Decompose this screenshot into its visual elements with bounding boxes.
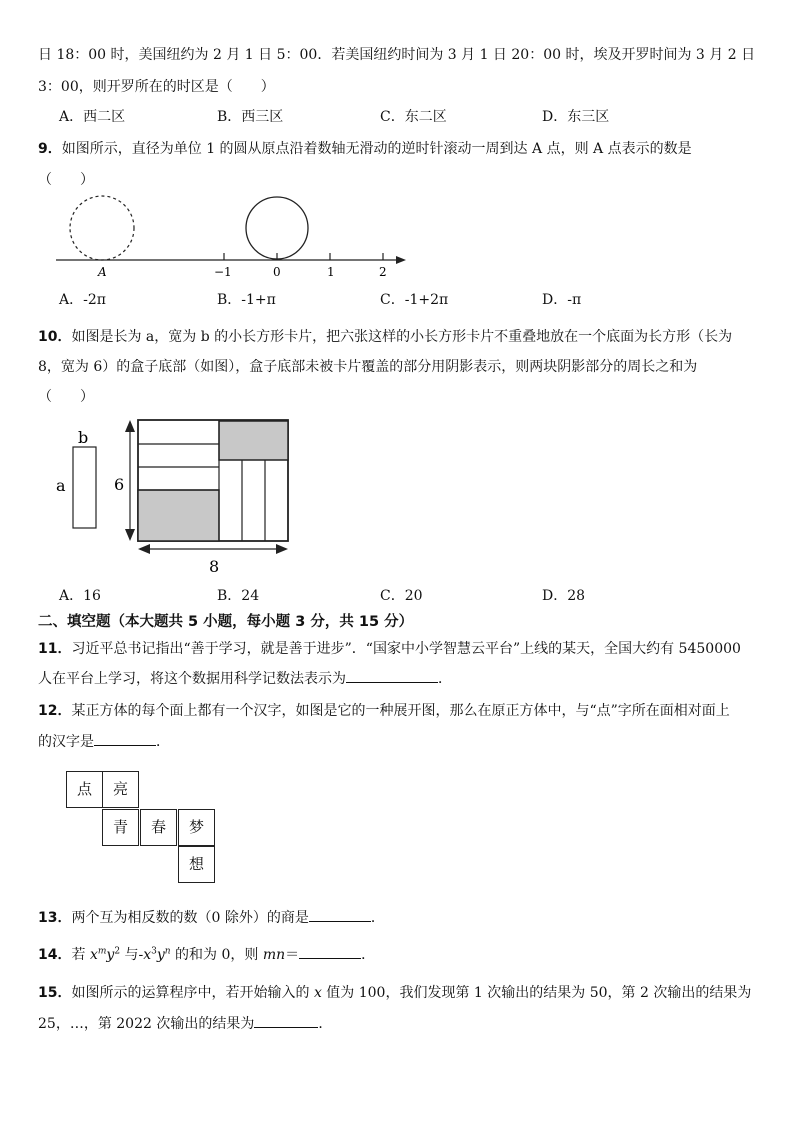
q11-line1: 11．习近平总书记指出“善于学习，就是善于进步”．“国家中小学智慧云平台”上线的某天，全国大约有 5450000 — [38, 641, 741, 657]
q8-line2: 3：00，则开罗所在的时区是（ ） — [38, 79, 275, 95]
q8-option-a[interactable]: A．西二区 — [59, 109, 126, 125]
q10-line2: 8，宽为 6）的盒子底部（如图），盒子底部未被卡片覆盖的部分用阴影表示，则两块阴影部分的周长之和为 — [38, 359, 698, 375]
q12-line1: 12．某正方体的每个面上都有一个汉字，如图是它的一种展开图，那么在原正方体中，与“点”字所在面相对面上 — [38, 703, 730, 719]
q10-paren: （ ） — [38, 389, 94, 405]
section-2-title: 二、填空题（本大题共 5 小题，每小题 3 分，共 15 分） — [38, 614, 414, 630]
q14-number: 14． — [38, 947, 72, 963]
q9-option-b[interactable]: B．-1+π — [217, 292, 276, 308]
net-cell-dian: 点 — [66, 771, 103, 808]
net-cell-liang: 亮 — [102, 771, 139, 808]
tick-label-1: 1 — [327, 265, 335, 279]
q13-answer-blank[interactable] — [309, 907, 371, 922]
q9-option-a[interactable]: A．-2π — [59, 292, 106, 308]
arrow-up-icon — [125, 420, 135, 432]
q10-card-box-figure — [50, 415, 300, 580]
box-height-label: 6 — [114, 475, 125, 494]
q8-line1: 日 18：00 时，美国纽约为 2 月 1 日 5：00．若美国纽约时间为 3 月 1 日 20：00 时，埃及开罗时间为 3 月 2 日 — [38, 47, 756, 63]
q11-line2: 人在平台上学习，将这个数据用科学记数法表示为 ． — [38, 668, 452, 688]
axis-arrow-icon — [396, 256, 406, 264]
shaded-region-bottom — [138, 490, 219, 541]
q13-line: 13．两个互为相反数的数（0 除外）的商是 ． — [38, 907, 385, 927]
net-cell-xiang: 想 — [178, 846, 215, 883]
q8-option-c[interactable]: C．东二区 — [380, 109, 447, 125]
shaded-region-top — [219, 421, 288, 460]
small-card — [73, 447, 96, 528]
q15-number: 15． — [38, 985, 72, 1001]
arrow-down-icon — [125, 529, 135, 541]
point-a-label: A — [98, 265, 107, 279]
card-a-label: a — [56, 476, 66, 495]
q9-prompt: 如图所示，直径为单位 1 的圆从原点沿着数轴无滑动的逆时针滚动一周到达 A 点，则 A 点表示的数是 — [61, 141, 692, 157]
q8-option-d[interactable]: D．东三区 — [542, 109, 610, 125]
q12-answer-blank[interactable] — [94, 731, 156, 746]
q9-option-c[interactable]: C．-1+2π — [380, 292, 449, 308]
net-cell-qing: 青 — [102, 809, 139, 846]
dashed-start-circle — [70, 196, 134, 260]
q15-answer-blank[interactable] — [254, 1013, 318, 1028]
q15-line1: 15．如图所示的运算程序中，若开始输入的 x 值为 100，我们发现第 1 次输出的结果为 50，第 2 次输出的结果为 — [38, 985, 752, 1001]
net-cell-chun: 春 — [140, 809, 177, 846]
q14-answer-blank[interactable] — [299, 944, 361, 959]
arrow-right-icon — [276, 544, 288, 554]
rolling-circle — [246, 197, 308, 259]
q10-line1: 10．如图是长为 a，宽为 b 的小长方形卡片，把六张这样的小长方形卡片不重叠地放在一个底面为长方形（长为 — [38, 329, 733, 345]
box-length-label: 8 — [209, 557, 220, 576]
q10-option-b[interactable]: B．24 — [217, 588, 260, 604]
q14-line: 14．若 $x^my^2$ 与$-x^3y^n$ 的和为 0，则 mn＝ ． — [38, 944, 375, 964]
q9-text — [38, 138, 692, 158]
q10-option-d[interactable]: D．28 — [542, 588, 586, 604]
tick-label-2: 2 — [379, 265, 387, 279]
tick-label-0: 0 — [273, 265, 281, 279]
tick-label-neg1: −1 — [214, 265, 232, 279]
q8-option-b[interactable]: B．西三区 — [217, 109, 284, 125]
q12-line2: 的汉字是 ． — [38, 731, 170, 751]
q9-number: 9． — [38, 141, 62, 157]
card-b-label: b — [78, 428, 89, 447]
q9-number-line-figure — [40, 188, 420, 280]
q11-answer-blank[interactable] — [346, 668, 438, 683]
q10-number: 10． — [38, 329, 72, 345]
net-cell-meng: 梦 — [178, 809, 215, 846]
q11-number: 11． — [38, 641, 72, 657]
q15-line2: 25，…，第 2022 次输出的结果为 ． — [38, 1013, 332, 1033]
arrow-left-icon — [138, 544, 150, 554]
q13-number: 13． — [38, 910, 72, 926]
q10-option-c[interactable]: C．20 — [380, 588, 423, 604]
q12-number: 12． — [38, 703, 72, 719]
q9-option-d[interactable]: D．-π — [542, 292, 582, 308]
q9-paren: （ ） — [38, 172, 94, 188]
q10-option-a[interactable]: A．16 — [59, 588, 101, 604]
